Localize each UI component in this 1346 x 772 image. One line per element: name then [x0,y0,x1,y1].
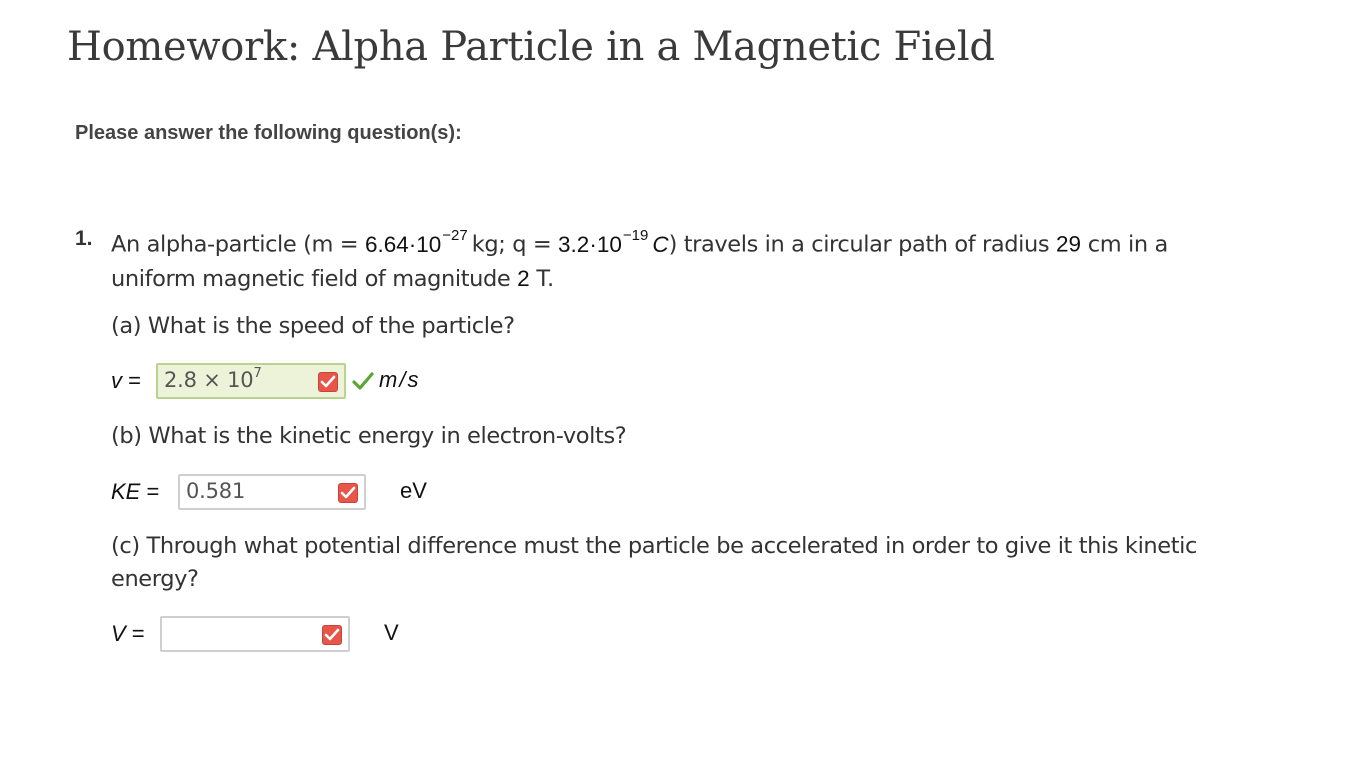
part-c-label: V = [111,621,145,646]
stem-text-1: An alpha-particle (m = [111,231,365,258]
part-b-answer-value: 0.581 [186,479,246,503]
radius-value: 29 [1055,231,1081,257]
instructions: Please answer the following question(s): [75,122,462,144]
check-answer-icon[interactable] [322,625,342,645]
stem-text-3: ) travels in a circular path of radius [668,231,1056,258]
question-number: 1. [75,227,93,250]
part-c-unit: V [384,620,399,645]
mass-exponent: −27 [442,227,468,244]
field-value: 2 [517,265,530,291]
part-b-unit: eV [400,478,427,503]
part-a-prompt: (a) What is the speed of the particle? [111,313,515,339]
charge-value: $3.2\cdot 10^{-19}$ C [558,227,669,257]
charge-exponent: −19 [622,227,649,244]
part-b-label: KE = [111,479,160,504]
part-b-answer-field[interactable] [178,474,366,510]
part-a-unit: m/s [379,367,421,392]
part-b-prompt: (b) What is the kinetic energy in electron-volts? [111,423,627,449]
checkmark-icon [351,370,375,397]
stem-text-5: T. [529,265,554,292]
check-answer-icon[interactable] [318,372,338,392]
question-text [111,222,1231,296]
page-title: Homework: Alpha Particle in a Magnetic Field [67,24,995,70]
part-c-prompt: (c) Through what potential difference must the particle be accelerated in order to give it this kinetic energy? [111,533,1197,592]
charge-unit: C [652,231,669,257]
part-c-answer-field[interactable] [160,616,350,652]
part-a-answer-value: $2.8 \times 10^7$ [164,366,262,392]
part-a-answer-field[interactable] [156,363,346,399]
stem-text-2: kg; q = [471,231,559,258]
stem-text-4: cm in a uniform magnetic field of magnitude [111,231,1168,292]
check-answer-icon[interactable] [338,483,358,503]
part-a-label: v = [111,368,141,393]
mass-value: $6.64\cdot 10^{-27}$ [364,227,468,257]
